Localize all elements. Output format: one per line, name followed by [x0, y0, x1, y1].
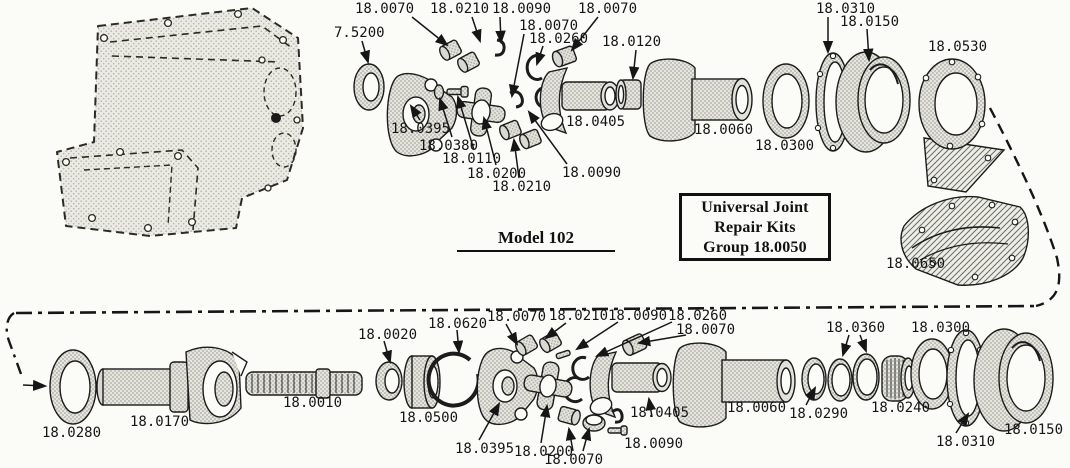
part-bearing-caps-18-0210-upper — [438, 39, 481, 74]
transmission-case-drawing — [57, 8, 303, 236]
part-number-label: 18.0300 — [911, 320, 971, 336]
part-ring-18-0290 — [802, 358, 826, 400]
part-bearing-caps-18-0210-lower — [498, 120, 542, 150]
part-number-label: 18.0240 — [871, 400, 931, 416]
part-bearing-caps-18-0070-lower-top — [514, 331, 571, 359]
part-number-label: 18.0150 — [840, 14, 900, 30]
part-sleeve-yoke-18-0170 — [97, 347, 247, 423]
part-housing-18-0150-upper — [836, 52, 910, 152]
part-number-label: 18.0070 — [519, 18, 579, 34]
part-bearing-cap-18-0070-right — [620, 333, 647, 357]
part-number-label: 7.5200 — [334, 25, 385, 41]
part-number-label: 18.0090 — [492, 1, 552, 17]
kit-info-line2: Repair Kits — [714, 219, 796, 236]
part-number-label: 18.0170 — [130, 414, 190, 430]
part-number-label: 18.0360 — [826, 320, 886, 336]
kit-info-box — [679, 193, 831, 261]
part-number-label: 18.0120 — [602, 34, 662, 50]
part-number-label: 18.0070 — [355, 1, 415, 17]
part-number-label: 18.0280 — [42, 425, 102, 441]
part-number-label: 18.0650 — [886, 256, 946, 272]
part-number-label: 18.0020 — [358, 327, 418, 343]
part-mainshaft-18-0010 — [246, 369, 362, 398]
part-snap-rings-18-0090-upper — [495, 40, 522, 107]
part-number-label: 18.0210 — [492, 179, 552, 195]
part-number-label: 18.0070 — [487, 309, 547, 325]
part-number-label: 18.0060 — [727, 400, 787, 416]
part-number-label: 18.0500 — [399, 410, 459, 426]
part-housing-18-0150-lower — [974, 329, 1053, 431]
part-washer-18-0380 — [435, 85, 444, 99]
part-number-label: 18.0070 — [544, 452, 604, 468]
part-number-label: 18.0290 — [789, 406, 849, 422]
lower-driveshaft-parts — [50, 329, 1053, 435]
part-number-label: 18.0070 — [578, 1, 638, 17]
part-number-label: 18.0090 — [624, 436, 684, 452]
part-number-label: 18.0380 — [419, 138, 479, 154]
part-number-label: 18.0395 — [455, 441, 515, 457]
part-number-label: 18.0260 — [668, 308, 728, 324]
part-number-label: 18.0110 — [442, 151, 502, 167]
part-number-label: 18.0210 — [430, 1, 490, 17]
part-number-label: 18.0310 — [936, 434, 996, 450]
part-seal-7-5200 — [354, 64, 384, 110]
part-number-label: 18.0010 — [283, 395, 343, 411]
part-number-label: 18.0260 — [529, 31, 589, 47]
part-number-label: 18.0300 — [755, 138, 815, 154]
part-bracket-18-0530 — [919, 59, 1004, 192]
part-number-label: 18.0090 — [608, 308, 668, 324]
part-number-label: 18.0405 — [630, 405, 690, 421]
part-number-label: 18.0200 — [467, 166, 527, 182]
part-number-label: 18.0060 — [694, 122, 754, 138]
part-seal-18-0280 — [50, 350, 96, 424]
part-ring-18-0020 — [376, 362, 402, 400]
part-shim-rings-18-0360 — [828, 354, 879, 401]
part-gasket-18-0300-upper — [763, 64, 809, 138]
part-number-label: 18.0210 — [549, 308, 609, 324]
part-number-label: 18.0150 — [1004, 422, 1064, 438]
part-number-label: 18.0405 — [566, 114, 626, 130]
part-bearing-18-0240 — [882, 356, 915, 401]
part-number-label: 18.0090 — [562, 165, 622, 181]
model-caption-underline — [457, 250, 615, 252]
part-number-label: 18.0310 — [816, 1, 876, 17]
part-number-label: 18.0070 — [676, 322, 736, 338]
part-number-label: 18.0620 — [428, 316, 488, 332]
part-number-label: 18.0395 — [391, 121, 451, 137]
kit-info-line1: Universal Joint — [701, 199, 809, 216]
part-bushing-18-0120 — [616, 80, 641, 109]
part-number-label: 18.0200 — [514, 444, 574, 460]
kit-info-line3: Group 18.0050 — [703, 239, 807, 256]
part-number-label: 18.0530 — [928, 39, 988, 55]
model-caption: Model 102 — [497, 228, 575, 247]
